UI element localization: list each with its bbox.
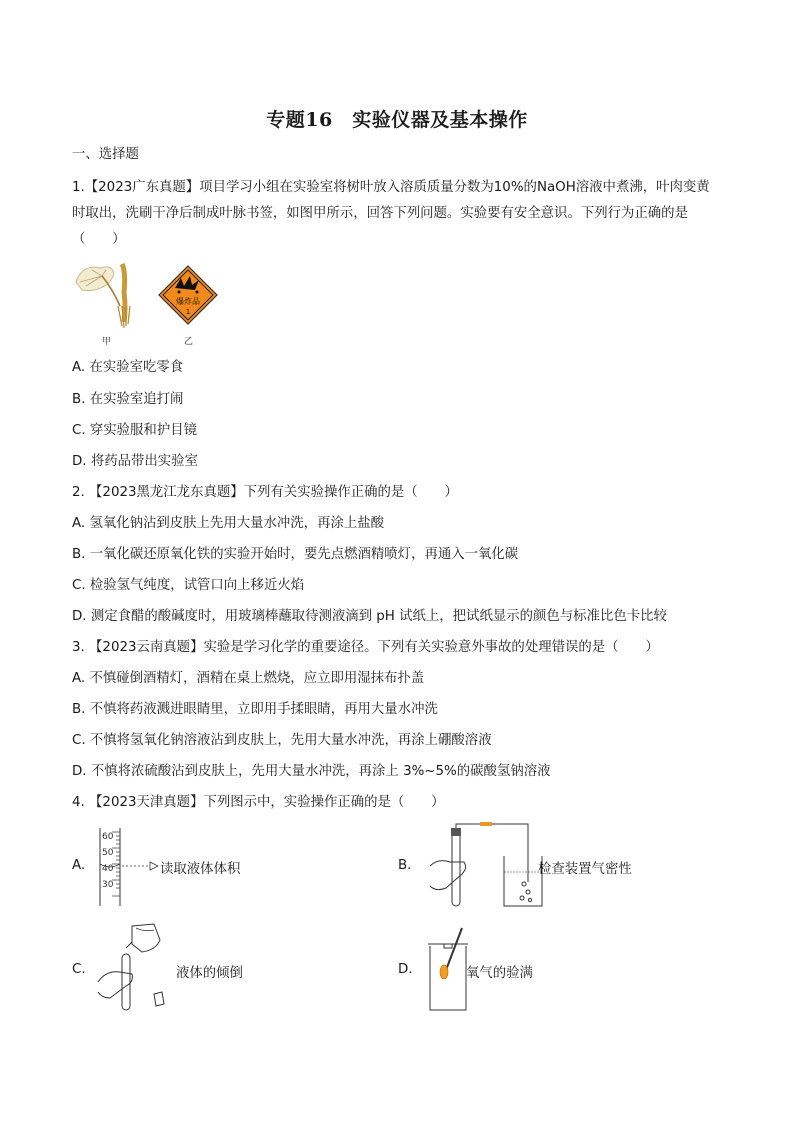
question-2-option-a: A. 氢氧化钠沾到皮肤上先用大量水冲洗，再涂上盐酸 xyxy=(72,516,385,531)
question-3-option-d: D. 不慎将浓硫酸沾到皮肤上，先用大量水冲洗，再涂上 3%~5%的碳酸氢钠溶液 xyxy=(72,764,551,779)
question-2-text: 2. 【2023黑龙江龙东真题】下列有关实验操作正确的是（ ） xyxy=(72,485,458,500)
cylinder-tick-50: 50 xyxy=(102,848,114,858)
question-3-option-a: A. 不慎碰倒酒精灯，酒精在桌上燃烧，应立即用湿抹布扑盖 xyxy=(72,671,425,686)
pouring-liquid-figure xyxy=(96,920,176,1012)
cylinder-tick-40: 40 xyxy=(102,864,114,874)
question-4-text: 4. 【2023天津真题】下列图示中，实验操作正确的是（ ） xyxy=(72,795,445,810)
option-d-caption: 氧气的验满 xyxy=(466,966,533,981)
question-1-option-c: C. 穿实验服和护目镜 xyxy=(72,423,197,438)
page-title: 专题16 实验仪器及基本操作 xyxy=(266,109,528,131)
sign-text: 爆炸品 xyxy=(176,297,200,306)
option-a-label: A. xyxy=(72,858,86,873)
question-2-option-d: D. 测定食醋的酸碱度时，用玻璃棒蘸取待测液滴到 pH 试纸上，把试纸显示的颜色与标准比色卡比较 xyxy=(72,609,667,624)
question-1-text: 1.【2023广东真题】项目学习小组在实验室将树叶放入溶质质量分数为10%的NaOH溶液中煮沸，叶肉变黄时取出，洗刷干净后制成叶脉书签，如图甲所示，回答下列问题。实验要有安全意识。下列行为正确的是（ ） xyxy=(72,180,710,247)
cylinder-tick-30: 30 xyxy=(102,880,114,890)
question-3-text: 3. 【2023云南真题】实验是学习化学的重要途径。下列有关实验意外事故的处理错误的是（ ） xyxy=(72,640,659,655)
explosive-hazard-sign xyxy=(157,264,219,326)
question-1-option-d: D. 将药品带出实验室 xyxy=(72,454,198,469)
option-b-caption: 检查装置气密性 xyxy=(538,862,632,877)
question-2-option-c: C. 检验氢气纯度，试管口向上移近火焰 xyxy=(72,578,305,593)
option-a-caption: 读取液体体积 xyxy=(160,862,241,877)
question-1-option-b: B. 在实验室追打闹 xyxy=(72,392,184,407)
option-c-label: C. xyxy=(72,962,86,977)
airtightness-check-figure xyxy=(424,822,544,908)
figure-label-yi: 乙 xyxy=(184,337,194,347)
question-1-option-a: A. 在实验室吃零食 xyxy=(72,360,184,375)
section-heading: 一、选择题 xyxy=(72,147,139,162)
option-c-caption: 液体的倾倒 xyxy=(176,966,243,981)
figure-label-jia: 甲 xyxy=(102,337,112,347)
question-3-option-c: C. 不慎将氢氧化钠溶液沾到皮肤上，先用大量水冲洗，再涂上硼酸溶液 xyxy=(72,733,492,748)
option-b-label: B. xyxy=(398,858,412,873)
sign-number: 1 xyxy=(185,308,191,316)
option-d-label: D. xyxy=(398,962,413,977)
leaf-bookmark-image xyxy=(72,262,138,328)
question-3-option-b: B. 不慎将药液溅进眼睛里，立即用手揉眼睛，再用大量水冲洗 xyxy=(72,702,438,717)
cylinder-tick-60: 60 xyxy=(102,832,114,842)
question-2-option-b: B. 一氧化碳还原氧化铁的实验开始时，要先点燃酒精喷灯，再通入一氧化碳 xyxy=(72,547,519,562)
